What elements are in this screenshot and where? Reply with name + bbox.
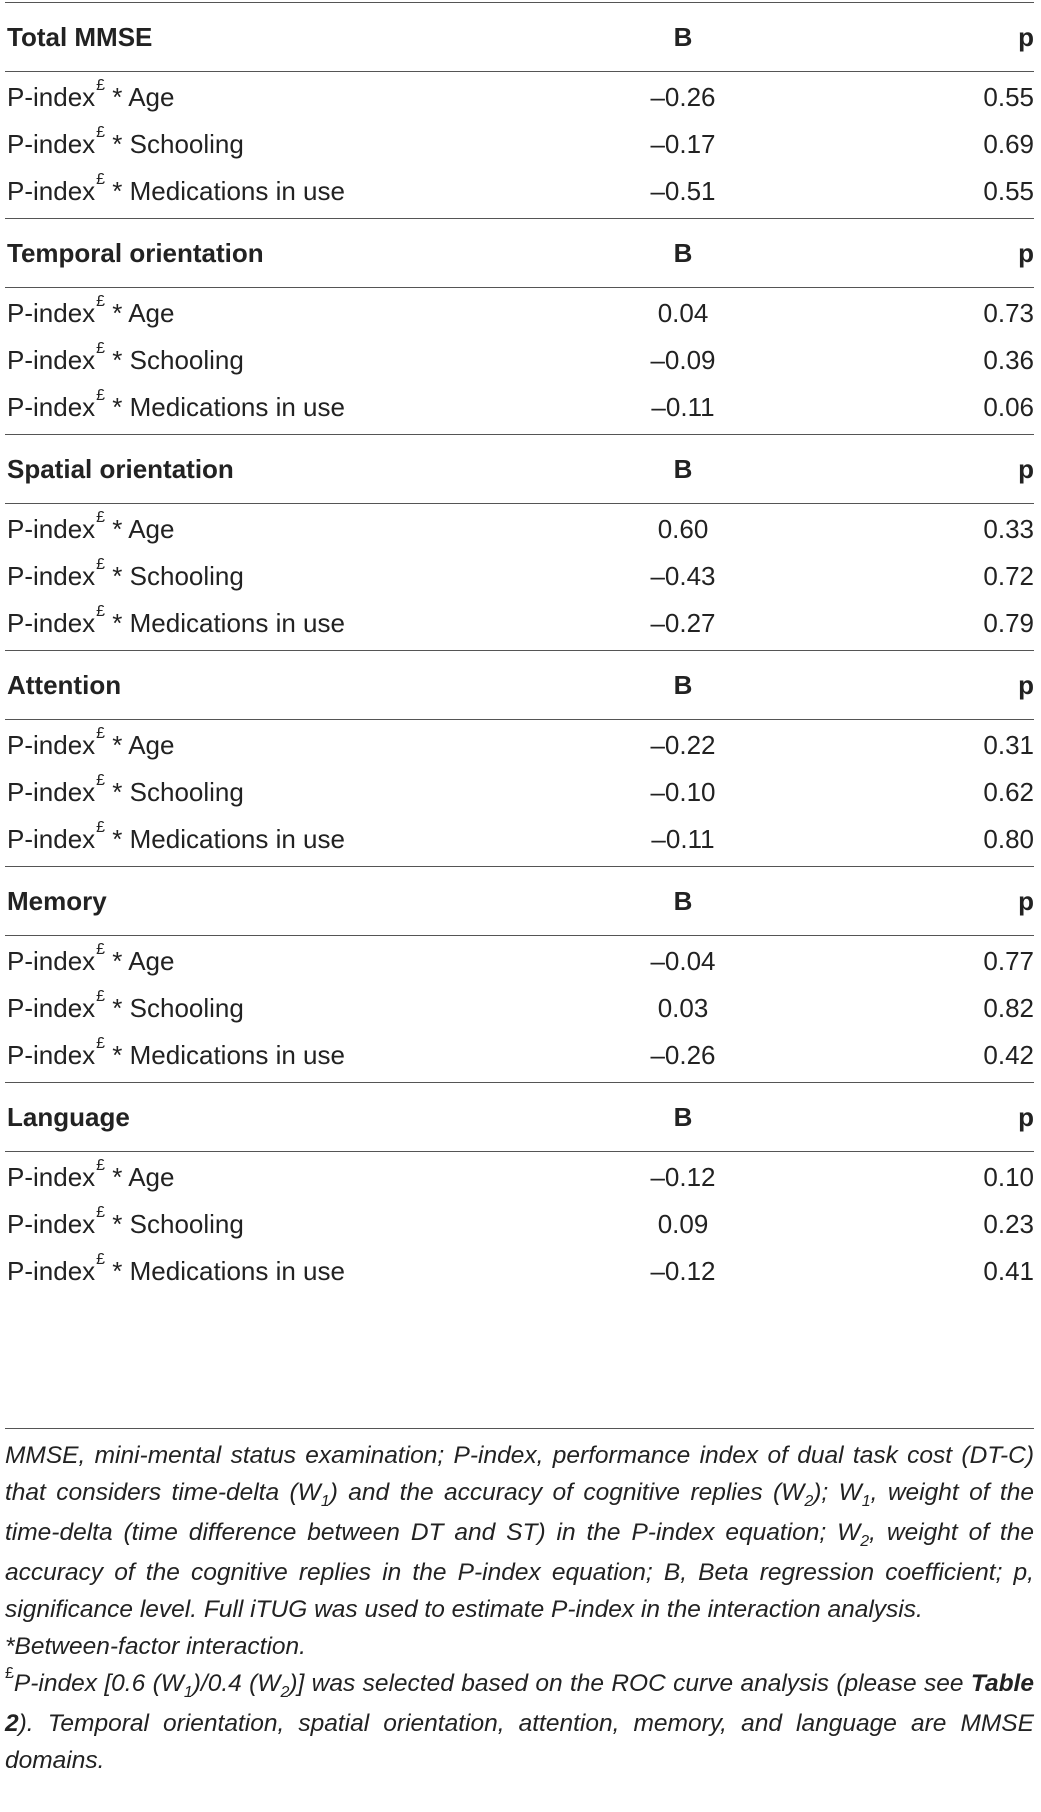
table-2-reference: Table 2 <box>5 1670 1034 1737</box>
row-label: P-index£ * Schooling <box>7 1204 244 1239</box>
b-value: –0.22 <box>650 730 716 760</box>
column-header-p: p <box>1018 670 1034 700</box>
column-header-p: p <box>1018 238 1034 268</box>
p-value: 0.06 <box>983 392 1034 422</box>
table-section <box>5 866 1034 1079</box>
b-value: –0.12 <box>650 1256 716 1286</box>
b-value: –0.04 <box>650 946 716 976</box>
row-label: P-index£ * Age <box>7 725 175 760</box>
b-value: 0.04 <box>657 298 709 328</box>
p-value: 0.33 <box>983 514 1034 544</box>
row-label: P-index£ * Medications in use <box>7 1035 345 1070</box>
table-row <box>5 600 1034 647</box>
p-value: 0.80 <box>983 824 1034 854</box>
row-label: P-index£ * Age <box>7 1157 175 1192</box>
b-value: –0.43 <box>650 561 716 591</box>
row-label: P-index£ * Age <box>7 293 175 328</box>
table-row <box>5 816 1034 863</box>
section-header-row <box>5 866 1034 936</box>
table-footnotes <box>5 1428 1034 1779</box>
table-row <box>5 290 1034 337</box>
p-value: 0.82 <box>983 993 1034 1023</box>
table-row <box>5 938 1034 985</box>
section-header-row <box>5 2 1034 72</box>
p-value: 0.36 <box>983 345 1034 375</box>
column-header-b: B <box>673 22 693 52</box>
b-value: –0.12 <box>650 1162 716 1192</box>
p-value: 0.72 <box>983 561 1034 591</box>
section-header-row <box>5 650 1034 720</box>
column-header-b: B <box>673 454 693 484</box>
table-row <box>5 722 1034 769</box>
pindex-note: £P-index [0.6 $(W_1)/0.4$ $(W_2)$] was selected based on the ROC curve analysis (please see Table 2). Temporal orientation, spatial orientation, attention, memory, and language are MMSE domains. <box>5 1665 1034 1774</box>
table-row <box>5 384 1034 431</box>
section-header-row <box>5 1082 1034 1152</box>
table-row <box>5 1248 1034 1295</box>
table-row <box>5 1032 1034 1079</box>
column-header-b: B <box>673 238 693 268</box>
p-value: 0.73 <box>983 298 1034 328</box>
results-table <box>5 2 1034 1298</box>
abbreviations-note: MMSE, mini-mental status examination; P-index, performance index of dual task cost (DT-C) that considers time-delta $(W_1)$ and the accuracy of cognitive replies $(W_2)$; $W_1$, weight of the time-delta (time difference between DT and ST) in the P-index equation; $W_2$, weight of the accuracy of the cognitive replies in the P-index equation; B, Beta regression coefficient; p, significance level. Full iTUG was used to estimate P-index in the interaction analysis. <box>5 1442 1034 1623</box>
p-value: 0.42 <box>983 1040 1034 1070</box>
row-label: P-index£ * Schooling <box>7 988 244 1023</box>
column-header-p: p <box>1018 454 1034 484</box>
section-header-row <box>5 218 1034 288</box>
section-title: Spatial orientation <box>7 454 234 484</box>
b-value: –0.11 <box>651 392 715 422</box>
b-value: –0.51 <box>650 176 716 206</box>
column-header-p: p <box>1018 22 1034 52</box>
p-value: 0.55 <box>983 82 1034 112</box>
row-label: P-index£ * Medications in use <box>7 387 345 422</box>
p-value: 0.23 <box>983 1209 1034 1239</box>
p-value: 0.55 <box>983 176 1034 206</box>
row-label: P-index£ * Schooling <box>7 556 244 591</box>
row-label: P-index£ * Medications in use <box>7 603 345 638</box>
row-label: P-index£ * Schooling <box>7 340 244 375</box>
p-value: 0.79 <box>983 608 1034 638</box>
column-header-b: B <box>673 886 693 916</box>
section-header-row <box>5 434 1034 504</box>
p-value: 0.62 <box>983 777 1034 807</box>
table-section <box>5 2 1034 215</box>
b-value: –0.09 <box>650 345 716 375</box>
table-row <box>5 121 1034 168</box>
table-section <box>5 1082 1034 1295</box>
row-label: P-index£ * Medications in use <box>7 1251 345 1286</box>
table-section <box>5 650 1034 863</box>
column-header-p: p <box>1018 886 1034 916</box>
table-row <box>5 1201 1034 1248</box>
b-value: –0.27 <box>650 608 716 638</box>
table-row <box>5 168 1034 215</box>
b-value: 0.09 <box>657 1209 709 1239</box>
column-header-b: B <box>673 1102 693 1132</box>
column-header-b: B <box>673 670 693 700</box>
b-value: –0.11 <box>651 824 715 854</box>
row-label: P-index£ * Medications in use <box>7 171 345 206</box>
b-value: 0.60 <box>657 514 709 544</box>
table-row <box>5 553 1034 600</box>
section-title: Language <box>7 1102 130 1132</box>
row-label: P-index£ * Age <box>7 77 175 112</box>
interaction-note: *Between-factor interaction. <box>5 1633 306 1660</box>
p-value: 0.31 <box>983 730 1034 760</box>
b-value: –0.26 <box>650 82 716 112</box>
b-value: –0.26 <box>650 1040 716 1070</box>
b-value: –0.10 <box>650 777 716 807</box>
row-label: P-index£ * Schooling <box>7 772 244 807</box>
b-value: 0.03 <box>657 993 709 1023</box>
table-section <box>5 434 1034 647</box>
table-row <box>5 74 1034 121</box>
table-row <box>5 1154 1034 1201</box>
table-row <box>5 506 1034 553</box>
section-title: Temporal orientation <box>7 238 264 268</box>
table-row <box>5 769 1034 816</box>
p-value: 0.10 <box>983 1162 1034 1192</box>
section-title: Total MMSE <box>7 22 153 52</box>
p-value: 0.69 <box>983 129 1034 159</box>
table-section <box>5 218 1034 431</box>
row-label: P-index£ * Schooling <box>7 124 244 159</box>
table-row <box>5 985 1034 1032</box>
section-title: Memory <box>7 886 107 916</box>
row-label: P-index£ * Age <box>7 509 175 544</box>
b-value: –0.17 <box>650 129 716 159</box>
column-header-p: p <box>1018 1102 1034 1132</box>
p-value: 0.77 <box>983 946 1034 976</box>
row-label: P-index£ * Medications in use <box>7 819 345 854</box>
row-label: P-index£ * Age <box>7 941 175 976</box>
p-value: 0.41 <box>983 1256 1034 1286</box>
table-row <box>5 337 1034 384</box>
section-title: Attention <box>7 670 122 700</box>
